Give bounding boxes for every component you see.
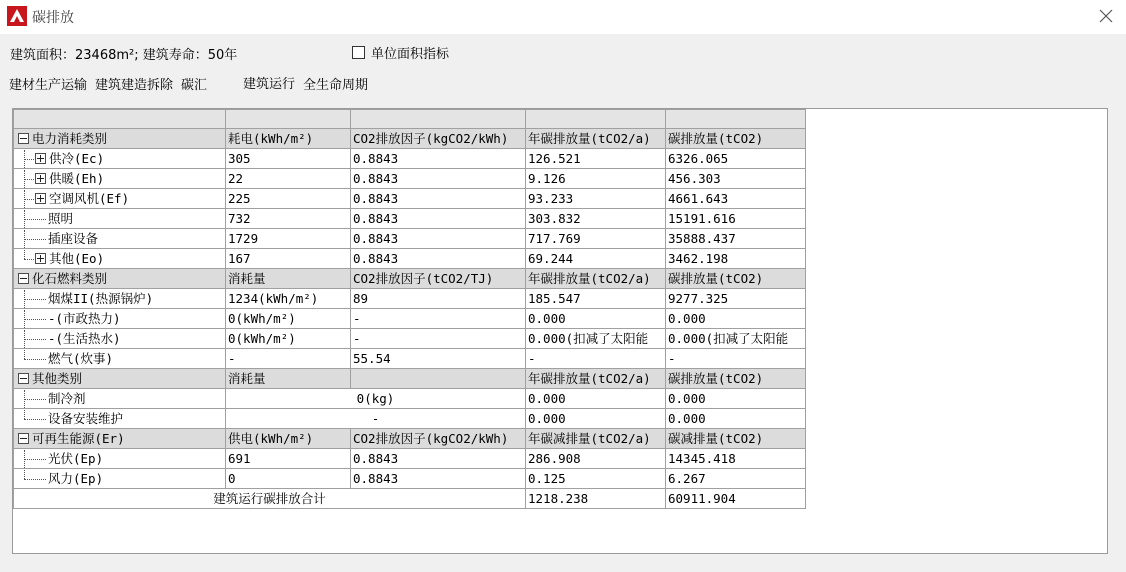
section-header-cell: 消耗量: [226, 269, 351, 289]
row-label: 风力(Ep): [48, 470, 104, 486]
cell[interactable]: 0.8843: [351, 249, 526, 269]
collapse-icon[interactable]: [18, 133, 29, 144]
section-header-cell: 年碳排放量(tCO2/a): [526, 269, 666, 289]
cell[interactable]: 0.000: [666, 309, 806, 329]
section-header-cell: 年碳减排量(tCO2/a): [526, 429, 666, 449]
expand-icon[interactable]: [35, 173, 46, 184]
window-title: 碳排放: [32, 10, 74, 26]
section-header-cell: CO2排放因子(tCO2/TJ): [351, 269, 526, 289]
cell[interactable]: 89: [351, 289, 526, 309]
cell[interactable]: 0.000(扣减了太阳能: [666, 329, 806, 349]
section-header-cell: [351, 369, 526, 389]
expand-icon[interactable]: [35, 193, 46, 204]
section-header-cell: 碳排放量(tCO2): [666, 369, 806, 389]
cell[interactable]: 0.8843: [351, 149, 526, 169]
cell[interactable]: 15191.616: [666, 209, 806, 229]
cell[interactable]: 456.303: [666, 169, 806, 189]
cell[interactable]: 225: [226, 189, 351, 209]
section-title: 可再生能源(Er): [32, 430, 125, 446]
row-label: 照明: [48, 210, 74, 226]
cell[interactable]: 691: [226, 449, 351, 469]
section-header-cell: 碳排放量(tCO2): [666, 269, 806, 289]
cell[interactable]: 9277.325: [666, 289, 806, 309]
cell[interactable]: 0.8843: [351, 189, 526, 209]
section-row-other: [14, 369, 806, 389]
cell[interactable]: -: [526, 349, 666, 369]
total-label: 建筑运行碳排放合计: [14, 489, 526, 509]
cell[interactable]: -: [226, 349, 351, 369]
row-label: -(生活热水): [48, 330, 121, 346]
row-label: -(市政热力): [48, 310, 121, 326]
cell[interactable]: 0.000: [666, 389, 806, 409]
tab-bar: [6, 75, 373, 99]
cell[interactable]: 167: [226, 249, 351, 269]
row-label: 制冷剂: [48, 390, 86, 406]
section-header-cell: CO2排放因子(kgCO2/kWh): [351, 429, 526, 449]
table-row[interactable]: [14, 309, 806, 329]
title-bar: [0, 0, 1126, 34]
cell[interactable]: 9.126: [526, 169, 666, 189]
section-header-cell: 供电(kWh/m²): [226, 429, 351, 449]
carbon-operation-table: [13, 109, 806, 509]
section-header-cell: 年碳排放量(tCO2/a): [526, 129, 666, 149]
section-header-cell: 碳排放量(tCO2): [666, 129, 806, 149]
expand-icon[interactable]: [35, 253, 46, 264]
cell[interactable]: 717.769: [526, 229, 666, 249]
row-label: 烟煤II(热源锅炉): [48, 290, 154, 306]
column-header-cell: [666, 110, 806, 129]
tab-carbon-sink[interactable]: 碳汇: [181, 78, 208, 93]
cell[interactable]: 6326.065: [666, 149, 806, 169]
unit-area-checkbox-label[interactable]: 单位面积指标: [371, 47, 450, 62]
collapse-icon[interactable]: [18, 373, 29, 384]
close-button[interactable]: [1086, 0, 1126, 32]
cell[interactable]: 0.000: [526, 389, 666, 409]
table-row[interactable]: [14, 349, 806, 369]
section-header-cell: CO2排放因子(kgCO2/kWh): [351, 129, 526, 149]
row-label: 设备安装维护: [48, 410, 124, 426]
table-row[interactable]: [14, 189, 806, 209]
table-row[interactable]: [14, 409, 806, 429]
cell[interactable]: 55.54: [351, 349, 526, 369]
cell[interactable]: 22: [226, 169, 351, 189]
cell[interactable]: -: [226, 409, 526, 429]
cell[interactable]: 0(kWh/m²): [226, 309, 351, 329]
app-logo-icon: [7, 6, 27, 26]
row-label: 插座设备: [48, 230, 99, 246]
table-row[interactable]: [14, 149, 806, 169]
unit-area-checkbox-group[interactable]: [352, 43, 449, 62]
cell[interactable]: -: [666, 349, 806, 369]
cell[interactable]: 0.000: [666, 409, 806, 429]
section-header-cell: 碳减排量(tCO2): [666, 429, 806, 449]
table-row[interactable]: [14, 229, 806, 249]
column-header-cell: [351, 110, 526, 129]
tab-construction-demolition[interactable]: 建筑建造拆除: [95, 78, 174, 93]
cell[interactable]: 93.233: [526, 189, 666, 209]
section-title: 其他类别: [32, 370, 83, 386]
cell[interactable]: 6.267: [666, 469, 806, 489]
cell[interactable]: 0.000: [526, 409, 666, 429]
tab-full-lifecycle[interactable]: 全生命周期: [303, 78, 369, 93]
building-info: 建筑面积：23468m²; 建筑寿命：50年: [10, 48, 238, 63]
section-row-electric: [14, 129, 806, 149]
column-header-cell: [14, 110, 226, 129]
close-icon: [1099, 9, 1113, 23]
section-header-cell: 耗电(kWh/m²): [226, 129, 351, 149]
cell[interactable]: 0.8843: [351, 229, 526, 249]
row-label: 空调风机(Ef): [49, 190, 130, 206]
cell[interactable]: 732: [226, 209, 351, 229]
column-header-cell: [526, 110, 666, 129]
cell[interactable]: 286.908: [526, 449, 666, 469]
cell[interactable]: 303.832: [526, 209, 666, 229]
cell[interactable]: 126.521: [526, 149, 666, 169]
unit-area-checkbox[interactable]: [352, 46, 365, 59]
cell[interactable]: 0.000: [526, 309, 666, 329]
cell[interactable]: 14345.418: [666, 449, 806, 469]
table-row[interactable]: [14, 289, 806, 309]
table-row[interactable]: [14, 209, 806, 229]
cell[interactable]: 185.547: [526, 289, 666, 309]
cell[interactable]: 0.125: [526, 469, 666, 489]
cell[interactable]: 305: [226, 149, 351, 169]
cell[interactable]: 69.244: [526, 249, 666, 269]
cell[interactable]: 1729: [226, 229, 351, 249]
section-title: 化石燃料类别: [32, 270, 108, 286]
tab-material-production[interactable]: 建材生产运输: [9, 78, 88, 93]
table-row[interactable]: [14, 389, 806, 409]
table-row[interactable]: [14, 469, 806, 489]
row-label: 光伏(Ep): [48, 450, 104, 466]
tab-building-operation[interactable]: 建筑运行: [240, 73, 298, 99]
row-label: 燃气(炊事): [48, 350, 114, 366]
total-annual: 1218.238: [526, 489, 666, 509]
cell[interactable]: 0(kWh/m²): [226, 329, 351, 349]
expand-icon[interactable]: [35, 153, 46, 164]
total-row: [14, 489, 806, 509]
column-header-cell: [226, 110, 351, 129]
collapse-icon[interactable]: [18, 273, 29, 284]
section-title: 电力消耗类别: [32, 130, 108, 146]
section-row-fossil: [14, 269, 806, 289]
cell[interactable]: 0.000(扣减了太阳能: [526, 329, 666, 349]
cell[interactable]: -: [351, 329, 526, 349]
table-row[interactable]: [14, 329, 806, 349]
section-header-cell: 年碳排放量(tCO2/a): [526, 369, 666, 389]
cell[interactable]: 3462.198: [666, 249, 806, 269]
cell[interactable]: 0.8843: [351, 169, 526, 189]
cell[interactable]: -: [351, 309, 526, 329]
table-row[interactable]: [14, 449, 806, 469]
section-row-renewable: [14, 429, 806, 449]
section-header-cell: 消耗量: [226, 369, 351, 389]
row-label: 供冷(Ec): [49, 150, 105, 166]
row-label: 供暖(Eh): [49, 170, 105, 186]
cell[interactable]: 0.8843: [351, 469, 526, 489]
row-label: 其他(Eo): [49, 250, 105, 266]
cell[interactable]: 35888.437: [666, 229, 806, 249]
cell[interactable]: 0(kg): [226, 389, 526, 409]
table-row[interactable]: [14, 169, 806, 189]
cell[interactable]: 1234(kWh/m²): [226, 289, 351, 309]
column-header-row: [14, 110, 806, 129]
data-grid-panel: [12, 108, 1108, 554]
total-emission: 60911.904: [666, 489, 806, 509]
cell[interactable]: 0: [226, 469, 351, 489]
cell[interactable]: 0.8843: [351, 449, 526, 469]
cell[interactable]: 0.8843: [351, 209, 526, 229]
table-row[interactable]: [14, 249, 806, 269]
cell[interactable]: 4661.643: [666, 189, 806, 209]
collapse-icon[interactable]: [18, 433, 29, 444]
